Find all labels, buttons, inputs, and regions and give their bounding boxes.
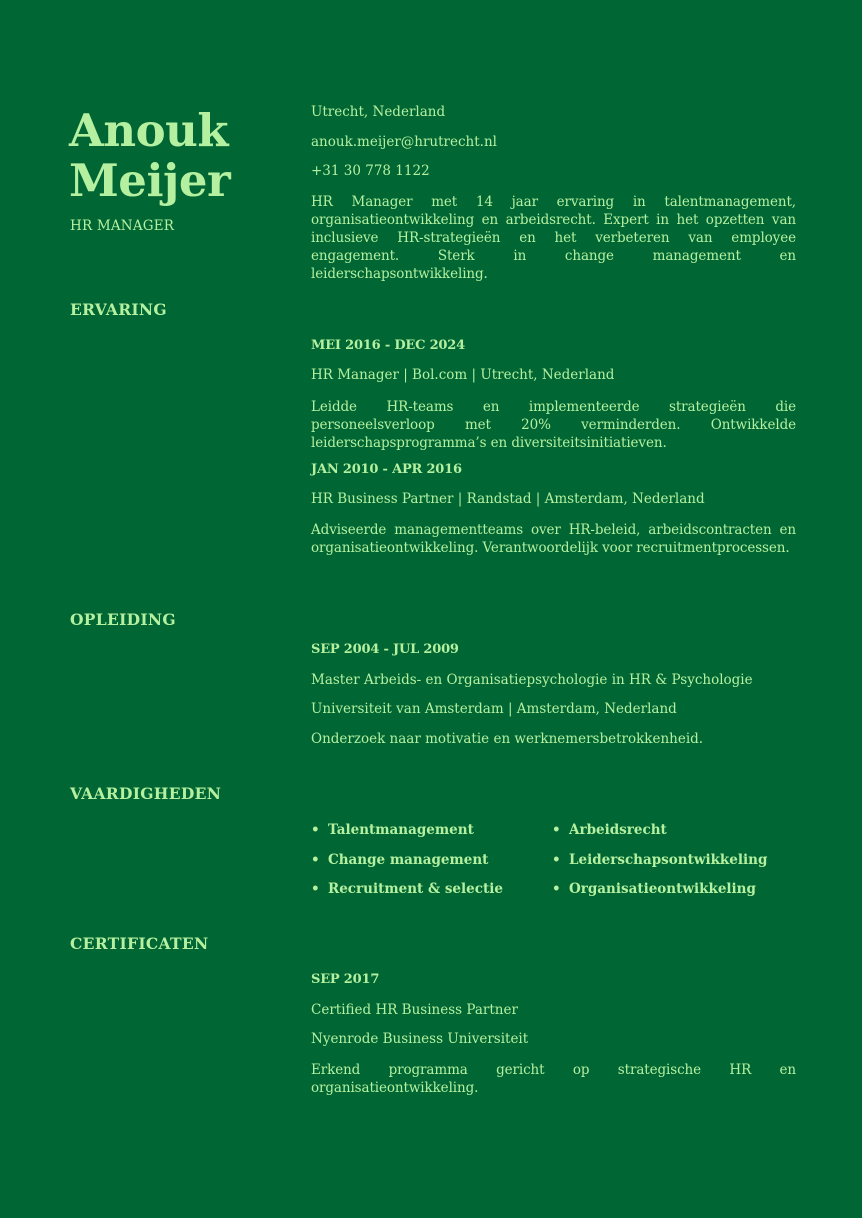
certificate-date: SEP 2017 xyxy=(311,972,380,987)
section-title-experience: ERVARING xyxy=(70,300,167,319)
experience-date: MEI 2016 - DEC 2024 xyxy=(311,338,465,353)
section-title-certificates: CERTIFICATEN xyxy=(70,934,209,953)
job-title: HR MANAGER xyxy=(70,218,175,234)
last-name: Meijer xyxy=(69,154,231,207)
section-title-skills: VAARDIGHEDEN xyxy=(70,784,222,803)
certificate-issuer: Nyenrode Business Universiteit xyxy=(311,1031,529,1047)
bullet-icon: • xyxy=(552,881,561,897)
education-institution: Universiteit van Amsterdam | Amsterdam, Nederland xyxy=(311,701,677,717)
education-date: SEP 2004 - JUL 2009 xyxy=(311,642,459,657)
contact-location: Utrecht, Nederland xyxy=(311,104,446,120)
experience-description: Leidde HR-teams en implementeerde strategieën die personeelsverloop met 20% verminderden. Ontwikkelde leiderschapsprogramma’s en diversiteitsinitiatieven. xyxy=(311,399,796,451)
experience-role: HR Business Partner | Randstad | Amsterdam, Nederland xyxy=(311,491,705,507)
bullet-icon: • xyxy=(552,822,561,838)
summary-text: HR Manager met 14 jaar ervaring in talentmanagement, organisatieontwikkeling en arbeidsrecht. Expert in het opzetten van inclusieve HR-strategieën en het verbeteren van employee engagement. Sterk in change management en leiderschapsontwikkeling. xyxy=(311,194,796,282)
education-degree: Master Arbeids- en Organisatiepsychologie in HR & Psychologie xyxy=(311,672,753,688)
skill-item: • Organisatieontwikkeling xyxy=(552,881,756,897)
skill-item: • Arbeidsrecht xyxy=(552,822,667,838)
contact-email[interactable]: anouk.meijer@hrutrecht.nl xyxy=(311,134,497,150)
contact-phone: +31 30 778 1122 xyxy=(311,163,430,179)
skill-item: • Change management xyxy=(311,852,489,868)
skill-item: • Talentmanagement xyxy=(311,822,474,838)
experience-date: JAN 2010 - APR 2016 xyxy=(311,462,462,477)
bullet-icon: • xyxy=(552,852,561,868)
education-description: Onderzoek naar motivatie en werknemersbetrokkenheid. xyxy=(311,731,704,747)
experience-description: Adviseerde managementteams over HR-beleid, arbeidscontracten en organisatieontwikkeling. Verantwoordelijk voor recruitmentprocessen. xyxy=(311,522,796,556)
candidate-name xyxy=(69,106,230,206)
bullet-icon: • xyxy=(311,852,320,868)
experience-role: HR Manager | Bol.com | Utrecht, Nederland xyxy=(311,367,615,383)
first-name: Anouk xyxy=(69,104,229,157)
bullet-icon: • xyxy=(311,881,320,897)
section-title-education: OPLEIDING xyxy=(70,610,176,629)
skill-item: • Recruitment & selectie xyxy=(311,881,503,897)
skill-item: • Leiderschapsontwikkeling xyxy=(552,852,768,868)
certificate-name: Certified HR Business Partner xyxy=(311,1002,518,1018)
certificate-description: Erkend programma gericht op strategische HR en organisatieontwikkeling. xyxy=(311,1062,796,1096)
bullet-icon: • xyxy=(311,822,320,838)
summary-block xyxy=(311,193,796,283)
